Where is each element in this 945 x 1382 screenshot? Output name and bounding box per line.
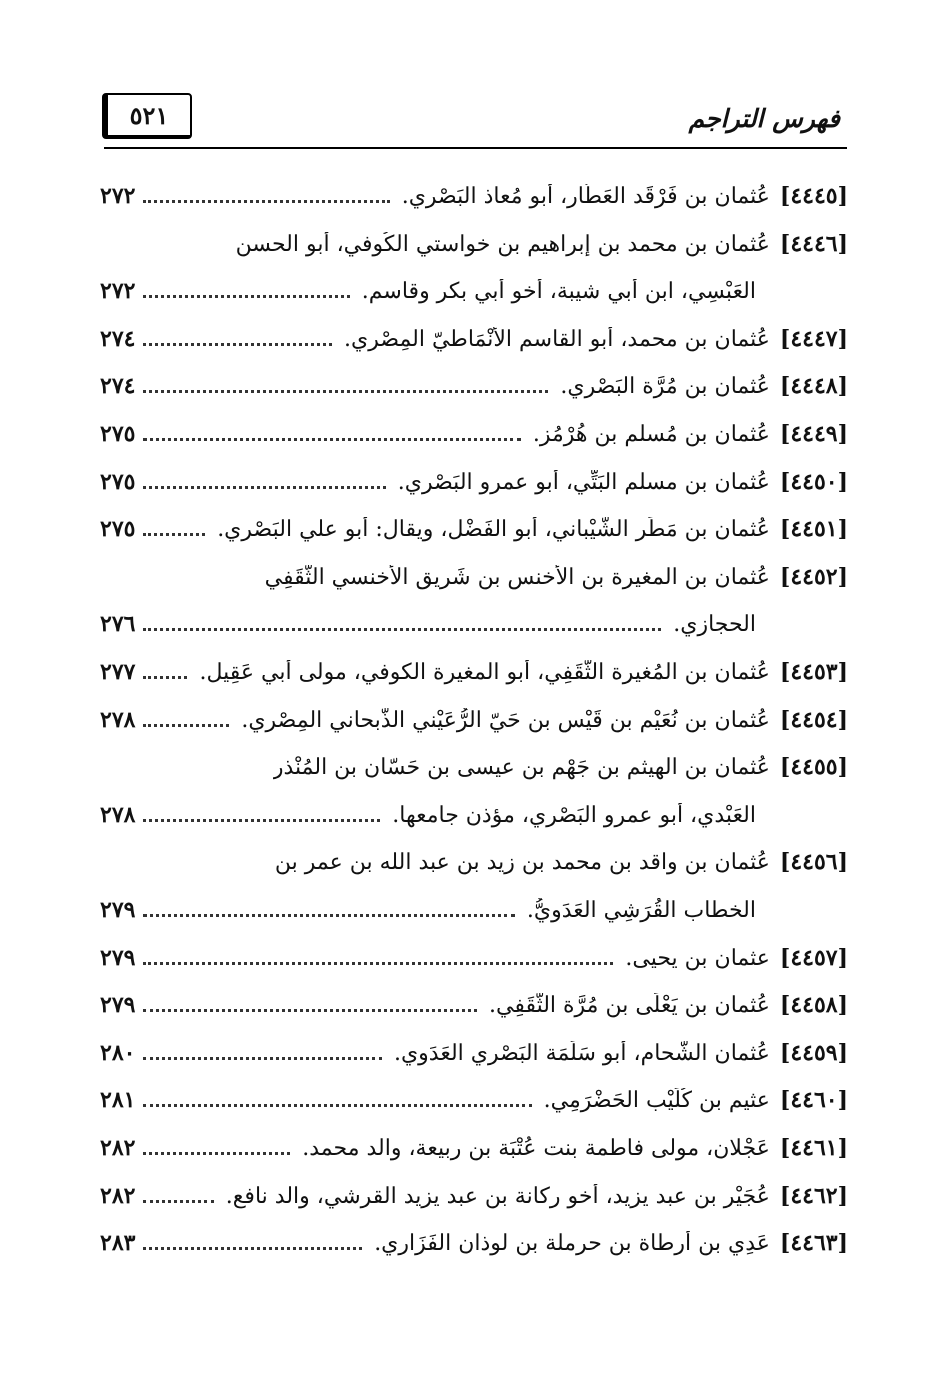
entry-number: [٤٤٤٧] bbox=[779, 326, 848, 352]
entry-page: ٢٧٢ bbox=[100, 278, 136, 304]
dot-leader bbox=[143, 390, 548, 393]
entry-page: ٢٧٨ bbox=[100, 707, 136, 733]
entry-number: [٤٤٥٢] bbox=[779, 564, 848, 590]
running-header-title: فهرس التراجم bbox=[688, 104, 840, 133]
entry-page: ٢٧٧ bbox=[100, 659, 136, 685]
entry-name-continued: العَبْسِي، ابن أبي شيبة، أخو أبي بكر وقاسم. bbox=[361, 278, 756, 304]
dot-leader bbox=[143, 962, 613, 965]
entry-number: [٤٤٤٥] bbox=[779, 183, 848, 209]
entry-page: ٢٨١ bbox=[100, 1087, 136, 1113]
index-entry bbox=[100, 458, 848, 506]
entry-number: [٤٤٤٦] bbox=[779, 231, 848, 257]
entry-page: ٢٧٦ bbox=[100, 611, 136, 637]
entry-name-continued: الخطاب القُرَشِي العَدَوِيُّ. bbox=[526, 897, 756, 923]
index-entry bbox=[100, 696, 848, 744]
index-entry bbox=[100, 220, 848, 268]
dot-leader bbox=[143, 343, 332, 346]
entry-page: ٢٧٥ bbox=[100, 421, 136, 447]
entry-name: عُثمان بن محمد بن إبراهيم بن خواستي الكُوفي، أبو الحسن bbox=[235, 231, 770, 257]
entry-name: عُثمان بن مُسلم بن هُرْمُز. bbox=[532, 421, 770, 447]
entry-page: ٢٧٩ bbox=[100, 897, 136, 923]
dot-leader bbox=[143, 819, 380, 822]
entry-number: [٤٤٥٠] bbox=[779, 469, 848, 495]
entry-number: [٤٤٥٨] bbox=[779, 992, 848, 1018]
index-entry bbox=[100, 1219, 848, 1267]
entry-name-continued: العَبْدي، أبو عمرو البَصْري، مؤذن جامعها. bbox=[392, 802, 756, 828]
entry-name: عُثمان بن فَرْقَد العَطَّار، أبو مُعاذ البَصْري. bbox=[401, 183, 770, 209]
entry-name: عُجَيْر بن عبد يزيد، أخو ركانة بن عبد يزيد القرشي، والد نافع. bbox=[225, 1183, 770, 1209]
index-entry bbox=[100, 743, 848, 791]
dot-leader bbox=[143, 1057, 382, 1060]
entry-name-continued: الحجازي. bbox=[673, 611, 756, 637]
index-entry bbox=[100, 362, 848, 410]
dot-leader bbox=[143, 486, 385, 489]
dot-leader bbox=[143, 628, 661, 631]
entry-name: عُثمان بن المغيرة بن الأخنس بن شَرِيق الأخنسي الثَّقَفِي bbox=[264, 564, 770, 590]
entry-page: ٢٧٥ bbox=[100, 469, 136, 495]
page-number: ٥٢١ bbox=[129, 100, 169, 130]
entry-number: [٤٤٥١] bbox=[779, 516, 848, 542]
entry-name: عُثمان الشَّحام، أبو سَلَمَة البَصْري العَدَوي. bbox=[393, 1040, 770, 1066]
dot-leader bbox=[143, 676, 187, 679]
dot-leader bbox=[143, 1200, 213, 1203]
entry-number: [٤٤٥٦] bbox=[779, 849, 848, 875]
index-entry bbox=[100, 553, 848, 601]
dot-leader bbox=[143, 295, 349, 298]
index-entry bbox=[100, 172, 848, 220]
index-entry bbox=[100, 648, 848, 696]
index-entry-continuation bbox=[100, 267, 848, 315]
entry-page: ٢٧٢ bbox=[100, 183, 136, 209]
entry-name: عُثمان بن مسلم البَتِّي، أبو عمرو البَصْري. bbox=[397, 469, 770, 495]
dot-leader bbox=[143, 533, 205, 536]
entry-number: [٤٤٥٥] bbox=[779, 754, 848, 780]
entry-page: ٢٧٤ bbox=[100, 326, 136, 352]
index-entry bbox=[100, 934, 848, 982]
entry-name: عَجْلان، مولى فاطمة بنت عُتْبَة بن ربيعة، والد محمد. bbox=[302, 1135, 770, 1161]
entry-name: عُثمان بن الهيثم بن جَهْم بن عيسى بن حَسّان بن المُنْذر bbox=[272, 754, 770, 780]
entry-name: عُثمان بن المُغيرة الثَّقَفِي، أبو المغيرة الكوفي، مولى أبي عَقِيل. bbox=[199, 659, 770, 685]
index-entry bbox=[100, 1076, 848, 1124]
entry-name: عَدِي بن أرطاة بن حرملة بن لوذان الفَزَاري. bbox=[374, 1230, 770, 1256]
index-entry bbox=[100, 981, 848, 1029]
index-entry bbox=[100, 1172, 848, 1220]
entry-name: عثمان بن يحيى. bbox=[625, 945, 770, 971]
entry-number: [٤٤٥٧] bbox=[779, 945, 848, 971]
entry-number: [٤٤٤٨] bbox=[779, 373, 848, 399]
index-entry-continuation bbox=[100, 600, 848, 648]
dot-leader bbox=[143, 724, 229, 727]
entry-name: عُثمان بن نُعَيْم بن قَيْس بن حَيّ الرُّعَيْني الذُّبحاني المِصْري. bbox=[241, 707, 770, 733]
dot-leader bbox=[143, 914, 514, 917]
entry-number: [٤٤٤٩] bbox=[779, 421, 848, 447]
entry-name: عُثمان بن واقد بن محمد بن زيد بن عبد الله بن عمر بن bbox=[274, 849, 770, 875]
index-entry-continuation bbox=[100, 791, 848, 839]
entry-name: عُثمان بن مَطَر الشَّيْباني، أبو الفَضْل، ويقال: أبو علي البَصْري. bbox=[217, 516, 770, 542]
index-entry bbox=[100, 838, 848, 886]
entry-name: عُثمان بن مُرَّة البَصْري. bbox=[560, 373, 770, 399]
entry-page: ٢٨٢ bbox=[100, 1135, 136, 1161]
entry-number: [٤٤٦٣] bbox=[779, 1230, 848, 1256]
entry-number: [٤٤٦٢] bbox=[779, 1183, 848, 1209]
index-entry bbox=[100, 315, 848, 363]
index-entry bbox=[100, 1124, 848, 1172]
entry-page: ٢٨٢ bbox=[100, 1183, 136, 1209]
entry-name: عثيم بن كُلَيْب الحَضْرَمِي. bbox=[543, 1087, 770, 1113]
index-entry-continuation bbox=[100, 886, 848, 934]
entry-page: ٢٧٩ bbox=[100, 992, 136, 1018]
dot-leader bbox=[143, 1247, 362, 1250]
entry-name: عُثمان بن يَعْلَى بن مُرَّة الثَّقَفِي. bbox=[488, 992, 770, 1018]
dot-leader bbox=[143, 1152, 290, 1155]
entry-page: ٢٧٨ bbox=[100, 802, 136, 828]
entry-number: [٤٤٥٣] bbox=[779, 659, 848, 685]
entry-page: ٢٨٠ bbox=[100, 1040, 136, 1066]
entry-page: ٢٨٣ bbox=[100, 1230, 136, 1256]
entry-name: عُثمان بن محمد، أبو القاسم الأَنْمَاطيّ المِصْري. bbox=[344, 326, 770, 352]
index-entry bbox=[100, 505, 848, 553]
dot-leader bbox=[143, 200, 389, 203]
entry-page: ٢٧٥ bbox=[100, 516, 136, 542]
entry-number: [٤٤٦٠] bbox=[779, 1087, 848, 1113]
dot-leader bbox=[143, 1104, 531, 1107]
index-entry bbox=[100, 410, 848, 458]
entry-number: [٤٤٥٩] bbox=[779, 1040, 848, 1066]
entry-page: ٢٧٤ bbox=[100, 373, 136, 399]
entry-number: [٤٤٥٤] bbox=[779, 707, 848, 733]
entry-number: [٤٤٦١] bbox=[779, 1135, 848, 1161]
dot-leader bbox=[143, 438, 520, 441]
index-entry bbox=[100, 1029, 848, 1077]
entry-page: ٢٧٩ bbox=[100, 945, 136, 971]
dot-leader bbox=[143, 1009, 477, 1012]
